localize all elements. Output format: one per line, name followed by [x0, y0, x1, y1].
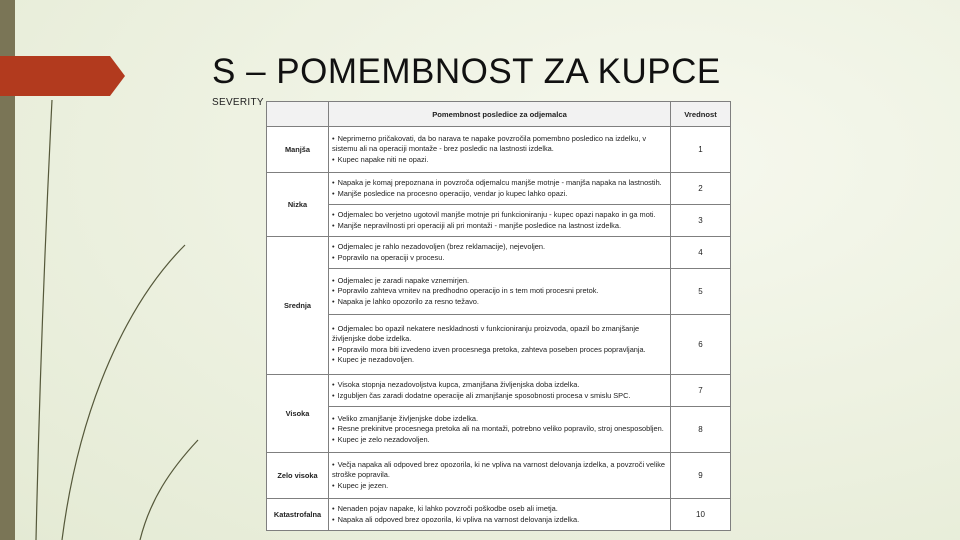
- category-cell: Zelo visoka: [267, 453, 329, 499]
- description-cell: [329, 375, 671, 407]
- description-cell: [329, 127, 671, 173]
- bullet-item: • Kupec je nezadovoljen.: [332, 355, 667, 366]
- bullet-item: • Popravilo mora biti izvedeno izven procesnega pretoka, zahteva poseben proces popravljanja.: [332, 345, 667, 356]
- description-cell: [329, 269, 671, 315]
- severity-table: [266, 101, 731, 531]
- bullet-item: • Kupec napake niti ne opazi.: [332, 155, 667, 166]
- bullet-item: • Neprimerno pričakovati, da bo narava te napake povzročila pomembno posledico na izdelku, v sistemu ali na operaciji montaže - brez posledic na lastnosti izdelka.: [332, 134, 667, 155]
- description-cell: [329, 499, 671, 531]
- slide-title: S – POMEMBNOST ZA KUPCE: [212, 52, 721, 91]
- category-cell: Srednja: [267, 237, 329, 375]
- header-value: Vrednost: [671, 102, 731, 127]
- bullet-item: • Manjše nepravilnosti pri operaciji ali pri montaži - manjše posledice na lastnost izdelka.: [332, 221, 667, 232]
- slide-subtitle: SEVERITY: [212, 97, 264, 108]
- bullet-item: • Odjemalec bo verjetno ugotovil manjše motnje pri funkcioniranju - kupec opazi napako in ga moti.: [332, 210, 667, 221]
- bullet-item: • Napaka je lahko opozorilo za resno težavo.: [332, 297, 667, 308]
- bullet-item: • Manjše posledice na procesno operacijo, vendar jo kupec lahko opazi.: [332, 189, 667, 200]
- value-cell: 9: [671, 453, 731, 499]
- table-header-row: [267, 102, 731, 127]
- header-category: [267, 102, 329, 127]
- accent-arrow: [0, 56, 125, 96]
- description-cell: [329, 453, 671, 499]
- bullet-item: • Kupec je jezen.: [332, 481, 667, 492]
- table-row: [267, 453, 731, 499]
- category-cell: Katastrofalna: [267, 499, 329, 531]
- table-row: [267, 173, 731, 205]
- table-row: [267, 407, 731, 453]
- value-cell: 1: [671, 127, 731, 173]
- bullet-item: • Resne prekinitve procesnega pretoka ali na montaži, potrebno veliko popravilo, stroj onesposobljen.: [332, 424, 667, 435]
- description-cell: [329, 173, 671, 205]
- value-cell: 3: [671, 205, 731, 237]
- header-effect: Pomembnost posledice za odjemalca: [329, 102, 671, 127]
- table-row: [267, 205, 731, 237]
- value-cell: 7: [671, 375, 731, 407]
- table-row: [267, 315, 731, 375]
- bullet-item: • Odjemalec je rahlo nezadovoljen (brez reklamacije), nejevoljen.: [332, 242, 667, 253]
- bullet-item: • Veliko zmanjšanje življenjske dobe izdelka.: [332, 414, 667, 425]
- description-cell: [329, 237, 671, 269]
- value-cell: 4: [671, 237, 731, 269]
- bullet-item: • Napaka ali odpoved brez opozorila, ki vpliva na varnost delovanja izdelka.: [332, 515, 667, 526]
- value-cell: 2: [671, 173, 731, 205]
- category-cell: Manjša: [267, 127, 329, 173]
- table-row: [267, 499, 731, 531]
- bullet-item: • Visoka stopnja nezadovoljstva kupca, zmanjšana življenjska doba izdelka.: [332, 380, 667, 391]
- bullet-item: • Izgubljen čas zaradi dodatne operacije ali zmanjšanje sposobnosti procesa v smislu SPC.: [332, 391, 667, 402]
- bullet-item: • Popravilo zahteva vrnitev na predhodno operacijo in s tem moti procesni pretok.: [332, 286, 667, 297]
- bullet-item: • Kupec je zelo nezadovoljen.: [332, 435, 667, 446]
- value-cell: 8: [671, 407, 731, 453]
- table-row: [267, 269, 731, 315]
- bullet-item: • Odjemalec bo opazil nekatere neskladnosti v funkcioniranju proizvoda, opazil bo zmanjšanje življenjske dobe izdelka.: [332, 324, 667, 345]
- category-cell: Nizka: [267, 173, 329, 237]
- table-row: [267, 375, 731, 407]
- table-row: [267, 127, 731, 173]
- bullet-item: • Popravilo na operaciji v procesu.: [332, 253, 667, 264]
- bullet-item: • Nenaden pojav napake, ki lahko povzroči poškodbe oseb ali imetja.: [332, 504, 667, 515]
- description-cell: [329, 407, 671, 453]
- table-body: [267, 127, 731, 531]
- bullet-item: • Napaka je komaj prepoznana in povzroča odjemalcu manjše motnje - manjša napaka na lastnostih.: [332, 178, 667, 189]
- bullet-item: • Odjemalec je zaradi napake vznemirjen.: [332, 276, 667, 287]
- category-cell: Visoka: [267, 375, 329, 453]
- value-cell: 10: [671, 499, 731, 531]
- value-cell: 5: [671, 269, 731, 315]
- bullet-item: • Večja napaka ali odpoved brez opozorila, ki ne vpliva na varnost delovanja izdelka, a povzroči velike stroške popravila.: [332, 460, 667, 481]
- table-row: [267, 237, 731, 269]
- value-cell: 6: [671, 315, 731, 375]
- description-cell: [329, 205, 671, 237]
- description-cell: [329, 315, 671, 375]
